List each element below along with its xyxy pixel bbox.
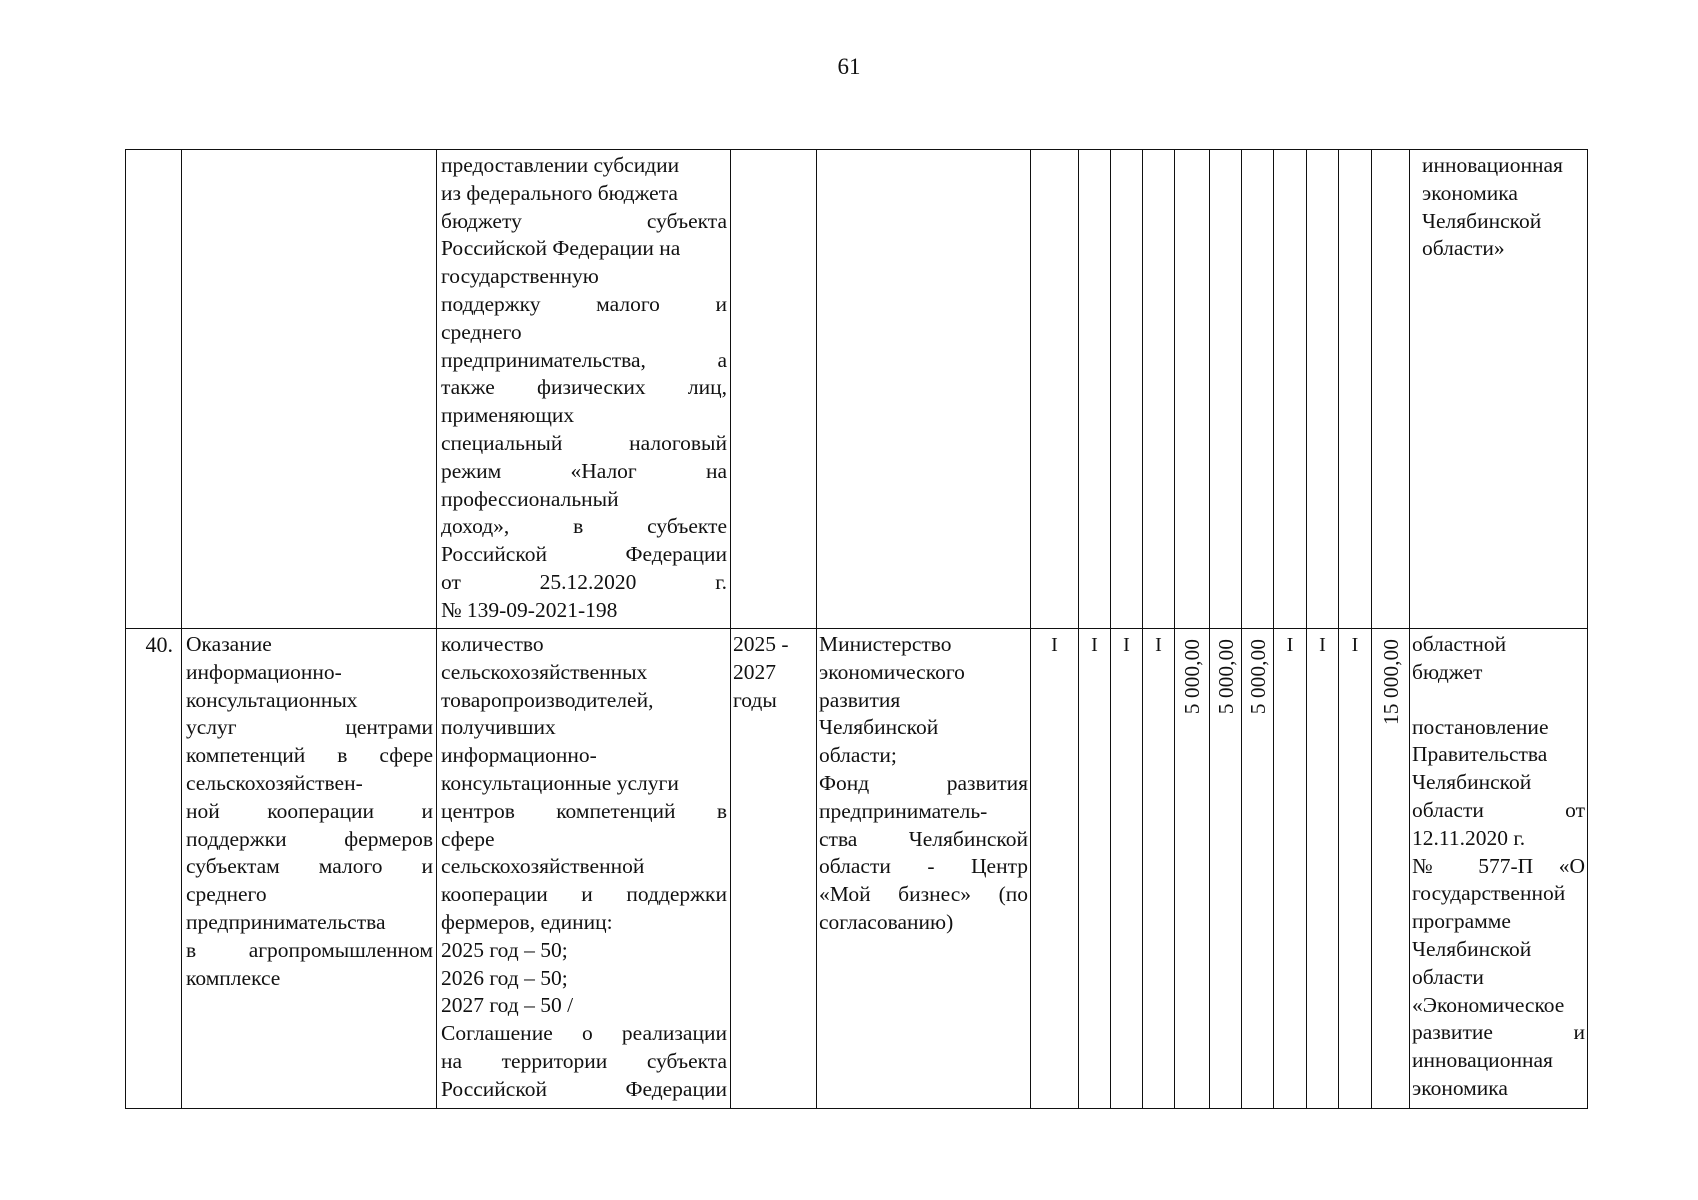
- cell-funding-7: [1242, 629, 1274, 1109]
- indicator-line: режим «Налог на: [441, 458, 727, 483]
- period-line: 2027: [733, 659, 776, 684]
- activity-line: услуг центрами: [186, 715, 433, 740]
- activity-line: среднего: [186, 882, 267, 907]
- basis-line: государственной: [1412, 881, 1566, 906]
- indicator-line: сфере: [441, 826, 495, 851]
- indicator-line: из федерального бюджета: [441, 180, 678, 205]
- cell-period-continued: [731, 150, 817, 629]
- indicator-line: среднего: [441, 319, 522, 344]
- executor-line: области;: [819, 743, 897, 768]
- cell-funding-5: [1175, 629, 1210, 1109]
- indicator-line: Соглашение о реализации: [441, 1021, 727, 1046]
- basis-line: развитие и: [1412, 1020, 1585, 1045]
- cell-funding-6: [1210, 629, 1242, 1109]
- indicator-line: кооперации и поддержки: [441, 882, 727, 907]
- basis-line: области: [1412, 964, 1484, 989]
- activity-line: комплексе: [186, 965, 281, 990]
- activity-line: консультационных: [186, 687, 358, 712]
- cell-funding-4: I: [1143, 629, 1175, 1109]
- cell-executor-continued: [817, 150, 1031, 629]
- indicator-line: Российской Федерации: [441, 1076, 727, 1101]
- indicator-line: от 25.12.2020 г.: [441, 569, 727, 594]
- cell-number-continued: [126, 150, 182, 629]
- table-row-40: [126, 629, 1588, 1109]
- cell-indicator: [437, 629, 731, 1109]
- cell-note-continued: [1410, 150, 1588, 629]
- executor-line: «Мой бизнес» (по: [819, 882, 1028, 907]
- indicator-line: количество: [441, 632, 544, 656]
- cell-row-number: 40.: [126, 629, 182, 1109]
- indicator-line: государственную: [441, 264, 599, 289]
- table-row-continued: [126, 150, 1588, 629]
- cell-funding-6-continued: [1210, 150, 1242, 629]
- activity-line: в агропромышленном: [186, 937, 433, 962]
- basis-line: инновационная: [1412, 1048, 1553, 1073]
- indicator-line: фермеров, единиц:: [441, 909, 613, 934]
- indicator-line: бюджету субъекта: [441, 208, 727, 233]
- cell-funding-8: I: [1274, 629, 1307, 1109]
- indicator-line: консультационные услуги: [441, 770, 679, 795]
- cell-funding-3: I: [1111, 629, 1143, 1109]
- indicator-line: получивших: [441, 715, 556, 740]
- activity-line: субъектам малого и: [186, 854, 433, 879]
- cell-funding-1: I: [1031, 629, 1079, 1109]
- indicator-line: поддержку малого и: [441, 291, 727, 316]
- indicator-line: центров компетенций в: [441, 798, 727, 823]
- program-activities-table: [125, 149, 1588, 1109]
- note-line: области»: [1422, 236, 1505, 261]
- cell-funding-total: [1372, 629, 1410, 1109]
- funding-amount: 5 000,00: [1213, 639, 1238, 715]
- cell-funding-10-continued: [1339, 150, 1372, 629]
- indicator-line: сельскохозяйственных: [441, 659, 648, 684]
- funding-amount: 5 000,00: [1245, 639, 1270, 715]
- indicator-line: сельскохозяйственной: [441, 854, 645, 879]
- indicator-line: информационно-: [441, 743, 597, 768]
- note-line: экономика: [1422, 180, 1518, 205]
- indicator-line: применяющих: [441, 403, 575, 428]
- indicator-line: предпринимательства, а: [441, 347, 727, 372]
- activity-line: информационно-: [186, 659, 342, 684]
- page-number: 61: [837, 54, 861, 79]
- funding-total-amount: 15 000,00: [1378, 639, 1403, 725]
- activity-line: Оказание: [186, 632, 272, 656]
- basis-line: области от: [1412, 797, 1585, 822]
- basis-line: программе: [1412, 909, 1511, 934]
- period-line: 2025 -: [733, 632, 789, 656]
- cell-activity: [182, 629, 437, 1109]
- indicator-line: товаропроизводителей,: [441, 687, 654, 712]
- executor-line: Министерство: [819, 632, 952, 656]
- indicator-line: 2025 год – 50;: [441, 937, 568, 962]
- cell-funding-2: I: [1079, 629, 1111, 1109]
- executor-line: согласованию): [819, 909, 954, 934]
- cell-funding-9: I: [1307, 629, 1339, 1109]
- executor-line: экономического: [819, 659, 965, 684]
- period-line: годы: [733, 687, 777, 712]
- indicator-line: доход», в субъекте: [441, 514, 727, 539]
- cell-funding-10: I: [1339, 629, 1372, 1109]
- executor-line: Челябинской: [819, 715, 939, 740]
- basis-line: Правительства: [1412, 742, 1548, 767]
- cell-funding-3-continued: [1111, 150, 1143, 629]
- note-line: Челябинской: [1422, 208, 1542, 233]
- indicator-line: профессиональный: [441, 486, 619, 511]
- indicator-line: на территории субъекта: [441, 1048, 727, 1073]
- cell-funding-4-continued: [1143, 150, 1175, 629]
- indicator-line: 2027 год – 50 /: [441, 993, 574, 1018]
- indicator-line: предоставлении субсидии: [441, 153, 680, 177]
- source-line: бюджет: [1412, 659, 1483, 684]
- indicator-line: специальный налоговый: [441, 430, 727, 455]
- indicator-line: 2026 год – 50;: [441, 965, 568, 990]
- activity-line: ной кооперации и: [186, 798, 433, 823]
- cell-indicator-continued: [437, 150, 731, 629]
- cell-period: [731, 629, 817, 1109]
- activity-line: предпринимательства: [186, 909, 386, 934]
- basis-line: № 577-П «О: [1412, 853, 1585, 878]
- cell-source-basis: [1410, 629, 1588, 1109]
- indicator-line: Российской Федерации на: [441, 236, 681, 261]
- note-line: инновационная: [1422, 153, 1563, 177]
- cell-funding-2-continued: [1079, 150, 1111, 629]
- cell-funding-7-continued: [1242, 150, 1274, 629]
- executor-line: ства Челябинской: [819, 826, 1028, 851]
- executor-line: Фонд развития: [819, 770, 1028, 795]
- funding-amount: 5 000,00: [1180, 639, 1204, 715]
- indicator-line: также физических лиц,: [441, 375, 727, 400]
- basis-line: Челябинской: [1412, 770, 1532, 795]
- source-line: областной: [1412, 632, 1507, 656]
- cell-funding-total-continued: [1372, 150, 1410, 629]
- basis-line: постановление: [1412, 714, 1549, 739]
- cell-funding-1-continued: [1031, 150, 1079, 629]
- cell-executor: [817, 629, 1031, 1109]
- executor-line: развития: [819, 687, 901, 712]
- indicator-line: № 139-09-2021-198: [441, 597, 618, 622]
- basis-line: 12.11.2020 г.: [1412, 825, 1526, 850]
- blank-line: [1412, 687, 1585, 714]
- executor-line: области - Центр: [819, 854, 1028, 879]
- basis-line: экономика: [1412, 1075, 1508, 1100]
- activity-line: компетенций в сфере: [186, 743, 433, 768]
- cell-funding-9-continued: [1307, 150, 1339, 629]
- cell-funding-5-continued: [1175, 150, 1210, 629]
- cell-funding-8-continued: [1274, 150, 1307, 629]
- activity-line: поддержки фермеров: [186, 826, 433, 851]
- indicator-line: Российской Федерации: [441, 542, 727, 567]
- cell-activity-continued: [182, 150, 437, 629]
- executor-line: предприниматель-: [819, 798, 988, 823]
- activity-line: сельскохозяйствен-: [186, 770, 363, 795]
- basis-line: «Экономическое: [1412, 992, 1565, 1017]
- basis-line: Челябинской: [1412, 936, 1532, 961]
